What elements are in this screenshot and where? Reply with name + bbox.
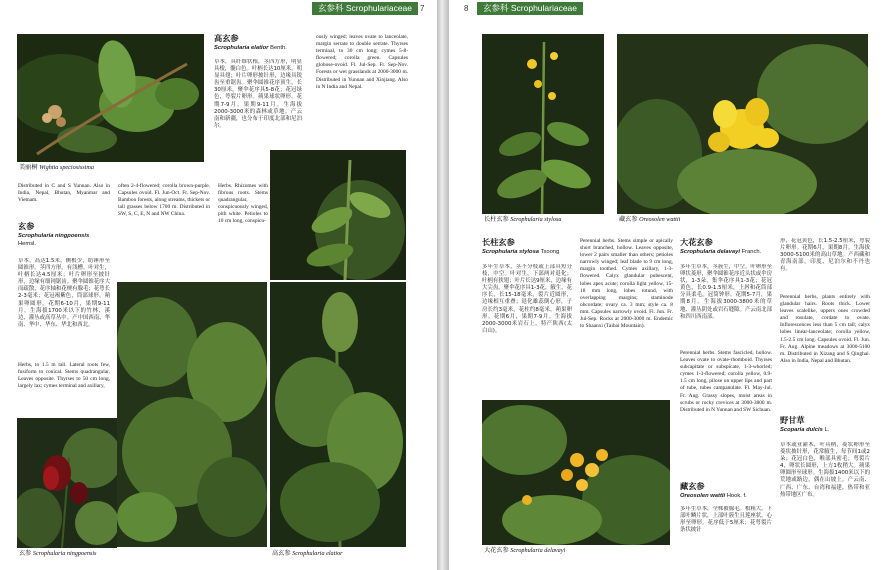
author: L.: [824, 427, 830, 433]
delavayi-body-zh: 多年生草本，茎簇生，中空。叶卵形至卵状菱形，聚伞圆锥花序近头状或伞房状，1-3朵，集伞花序具1-3花；花冠黄色，长0.9-1.5厘米，上唇和花筒部分具柔毛，冠筒钟形。花期5-7月，果期8月。生海拔3000-3800米的草地、灌丛阴处或岩石缝隙。产云南北部和四川西南部。: [680, 264, 772, 320]
species-heading-wattii: [680, 482, 772, 500]
elatior-right-image: [270, 282, 406, 547]
species-heading-dulcis: [780, 416, 870, 434]
species-heading-ningpoensis: [18, 222, 110, 248]
page-number: 8: [464, 4, 469, 13]
wattii-image: [617, 34, 868, 214]
author: Hook. f.: [726, 493, 747, 499]
photo-stylosa: [482, 34, 604, 214]
author: Hemsl.: [18, 241, 37, 247]
stylosa-body-en: Perennial herbs. Stems simple or apically short branched, hollow. Leaves opposite, lower 2 pairs smaller than others; petioles narrowly winged; leaf blade to 9 cm long, margin toothed. Cymes axillary, 1-3-flowered. Calyx glandular pubescent, lobes apex acute; corolla light yellow, 15-18 mm long, lobes rotund, with overlapping margins; staminode obcordate; ovary ca. 3 mm; style ca. 8 mm. Capsules narrowly ovoid. Fl. Jun. Fr. Jul-Sep. Rocks at 2000-3000 m. Endemic to Shaanxi (Taibai Mountain).: [580, 238, 673, 330]
title-latin: Scrophularia ningpoensis: [18, 233, 90, 239]
caption-stylosa: 长柱玄参 Scrophularia stylosa: [484, 216, 562, 223]
wattii-body-zh-b: 多年生草本，全株被腺毛。根粗大，下部叶鳞片状，上部叶簇生且莲座状，心形至卵形。花序低于5厘米；花萼裂片条状披针: [680, 506, 772, 534]
dulcis-body-zh: 草本或亚灌木，叶具柄，菱状卵形至菱状披针形，花常腋生，每节间1或2朵；花冠白色，喉部具密毛；萼裂片4，卵状长圆形，上方1枚稍大。蒴果卵圆形至球形。生海拔1400米以下的荒地或路边，偶在山坡上。产云南、广西、广东、台湾和福建，热带和亚热带地区广布。: [780, 442, 870, 498]
stylosa-body-zh: 多年生草本，茎不分枝或上部具短分枝，中空。叶对生，下部两对退化；叶柄有狭翅；叶片长达9厘米，边缘有大尖齿。聚伞花序具1-3花，腋生，花序长，长15-18毫米，裂片近圆形，边缘相互重叠；退化雄蕊倒心形，子房长约3毫米，花柱约8毫米。蒴果卵形。花期6月，果期7-9月。生海拔2000-3000米岩石上。特产陕西(太白山)。: [482, 264, 572, 334]
photo-wightia: [17, 34, 204, 162]
author: Franch.: [741, 249, 762, 255]
title-zh: 野甘草: [780, 416, 805, 425]
title-latin: Scrophularia delavayi: [680, 249, 740, 255]
elatior-mid-image: [117, 282, 267, 547]
elatior-body-en-col4: ously winged; leaves ovate to lanceolate, margin serrate to double serrate. Thyrses terminal, to 30 cm long; cymes 5-8-flowered; corolla green. Capsules globose-ovoid. Fl. Jul-Sep. Fr. Sep-Nov. Forests or wet grasslands at 2000-3000 m. Distributed in Yunnan and Xinjiang. Also in N India and Nepal.: [316, 34, 408, 90]
photo-elatior-right: [270, 282, 406, 547]
book-gutter: [437, 0, 449, 570]
caption-wattii: 藏玄参 Oreosolen wattii: [619, 216, 681, 223]
title-latin: Scoparia dulcis: [780, 427, 823, 433]
species-heading-stylosa: [482, 238, 572, 256]
title-zh: 高玄参: [214, 34, 239, 43]
title-zh: 长柱玄参: [482, 238, 515, 247]
page-header: 玄参科 Scrophulariaceae: [312, 2, 418, 15]
photo-wattii: [617, 34, 868, 214]
ningpoensis-body-zh: 草本，高达1.5米，侧根少，纺锤形至圆锥形。茎四方形，有浅槽。叶对生，叶柄长达4.5厘米；叶片卵形至披针形，边缘有细钝锯齿。聚伞圆锥花序大而疏散，花序轴和花梗有腺毛；花萼长2-3毫米；花冠褐紫色，筒部球形。蒴果卵圆形。花期6-10月，果期9-11月。生海拔1700米以下的竹林、溪边、灌丛或高草丛中。产中国西南、华南、华中、华东、华北和西北。: [18, 258, 110, 328]
caption-wightia: 美丽桐 Wightia speciosissima: [19, 164, 94, 171]
page-header: 玄参科 Scrophulariaceae: [477, 2, 583, 15]
elatior-body-zh: 草本，具纤维状根，茎四方形，明显具棱，髓白色。叶柄长达10厘米，明显具翅；叶片卵形披针形，边缘具锐齿至重锯齿。聚伞圆锥花序顶生，长30厘米，聚伞花序具5-8花；花冠绿色，萼裂片卵形。蒴果球状卵形。花期7-9月，果期9-11月。生海拔2000-3000米的森林或草地。产云南和新疆，也分布于印度北部和尼泊尔。: [214, 59, 302, 129]
title-latin: Scrophularia elatior: [214, 45, 269, 51]
photo-delavayi: [482, 400, 670, 545]
wattii-body-en: Perennial herbs, plants entirely with glandular hairs. Roots thick. Lower leaves scalelike, uppers ones crowded and rosulate, cordate to ovate. Inflorescences less than 5 cm tall; calyx lobes linear-lanceolate; corolla yellow, 1.5-2.5 cm long. Capsules ovoid. Fl. Jun. Fr. Aug. Alpine meadows at 3000-5100 m. Distributed in Xizang and S Qinghai. Also in India, Nepal and Bhutan.: [780, 294, 870, 364]
photo-ningpoensis: [17, 418, 117, 548]
elatior-top-image: [270, 150, 406, 280]
title-zh: 藏玄参: [680, 482, 705, 491]
ningpoensis-image: [17, 418, 117, 548]
left-page: [0, 0, 437, 570]
author: Tsoong: [540, 249, 560, 255]
right-page: [449, 0, 886, 570]
author: Benth.: [270, 45, 287, 51]
wattii-body-zh-a: 形，花冠黄色，长1.5-2.5厘米，萼裂片卵形。花期6月，果期8月。生海拔3000-5100米的高山草地。产西藏和青海南部，印度、尼泊尔和不丹也有。: [780, 238, 870, 273]
col2-continuation: often 2-4-flowered; corolla brown-purple. Capsules ovoid. Fl. Jun-Oct. Fr. Sep-Nov. Bamboo forests, along streams, thickets or tall grasses below 1700 m. Distributed in SW, S, C, E, N and NW China.: [118, 183, 210, 218]
elatior-body-en-col3: Herbs. Rhizomes with fibrous roots. Stems quadrangular, conspicuously winged, pith white. Petioles to 10 cm long, conspicu-: [218, 183, 268, 225]
title-zh: 大花玄参: [680, 238, 713, 247]
page-number: 7: [420, 4, 425, 13]
wightia-image: [17, 34, 204, 162]
title-latin: Oreosolen wattii: [680, 493, 726, 499]
species-heading-elatior: [214, 34, 314, 52]
ningpoensis-body-en: Herbs, to 1.5 m tall. Lateral roots few, fusiform to conical. Stems quadrangular. Leaves opposite. Thyrses to 50 cm long, largely lax; cymes terminal and axillary,: [18, 362, 110, 390]
stylosa-image: [482, 34, 604, 214]
photo-elatior-mid: [117, 282, 267, 547]
delavayi-body-en: Perennial herbs. Stems fascicled, hollow. Leaves ovate to ovate-rhomboid. Thyrses subcapitate or subspicate, 1-3-whorled; cymes 1-3-flowered; corolla yellow, 0.9-1.5 cm long, pilose on upper lips and part of tube, tubes campanulate. Fl. May-Jul. Fr. Aug. Grassy slopes, moist areas in scrubs or rocky crevices at 3000-3800 m. Distributed in N Yunnan and SW Sichuan.: [680, 350, 772, 413]
title-zh: 玄参: [18, 222, 35, 231]
photo-elatior-top: [270, 150, 406, 280]
caption-elatior: 高玄参 Scrophularia elatior: [272, 550, 343, 557]
wightia-distribution: Distributed in C and S Yunnan. Also in India, Nepal, Bhutan, Myanmar and Vietnam.: [18, 183, 110, 204]
caption-ningpoensis: 玄参 Scrophularia ningpoensis: [19, 550, 97, 557]
title-latin: Scrophularia stylosa: [482, 249, 540, 255]
delavayi-image: [482, 400, 670, 545]
caption-delavayi: 大花玄参 Scrophularia delavayi: [484, 547, 566, 554]
species-heading-delavayi: [680, 238, 775, 256]
